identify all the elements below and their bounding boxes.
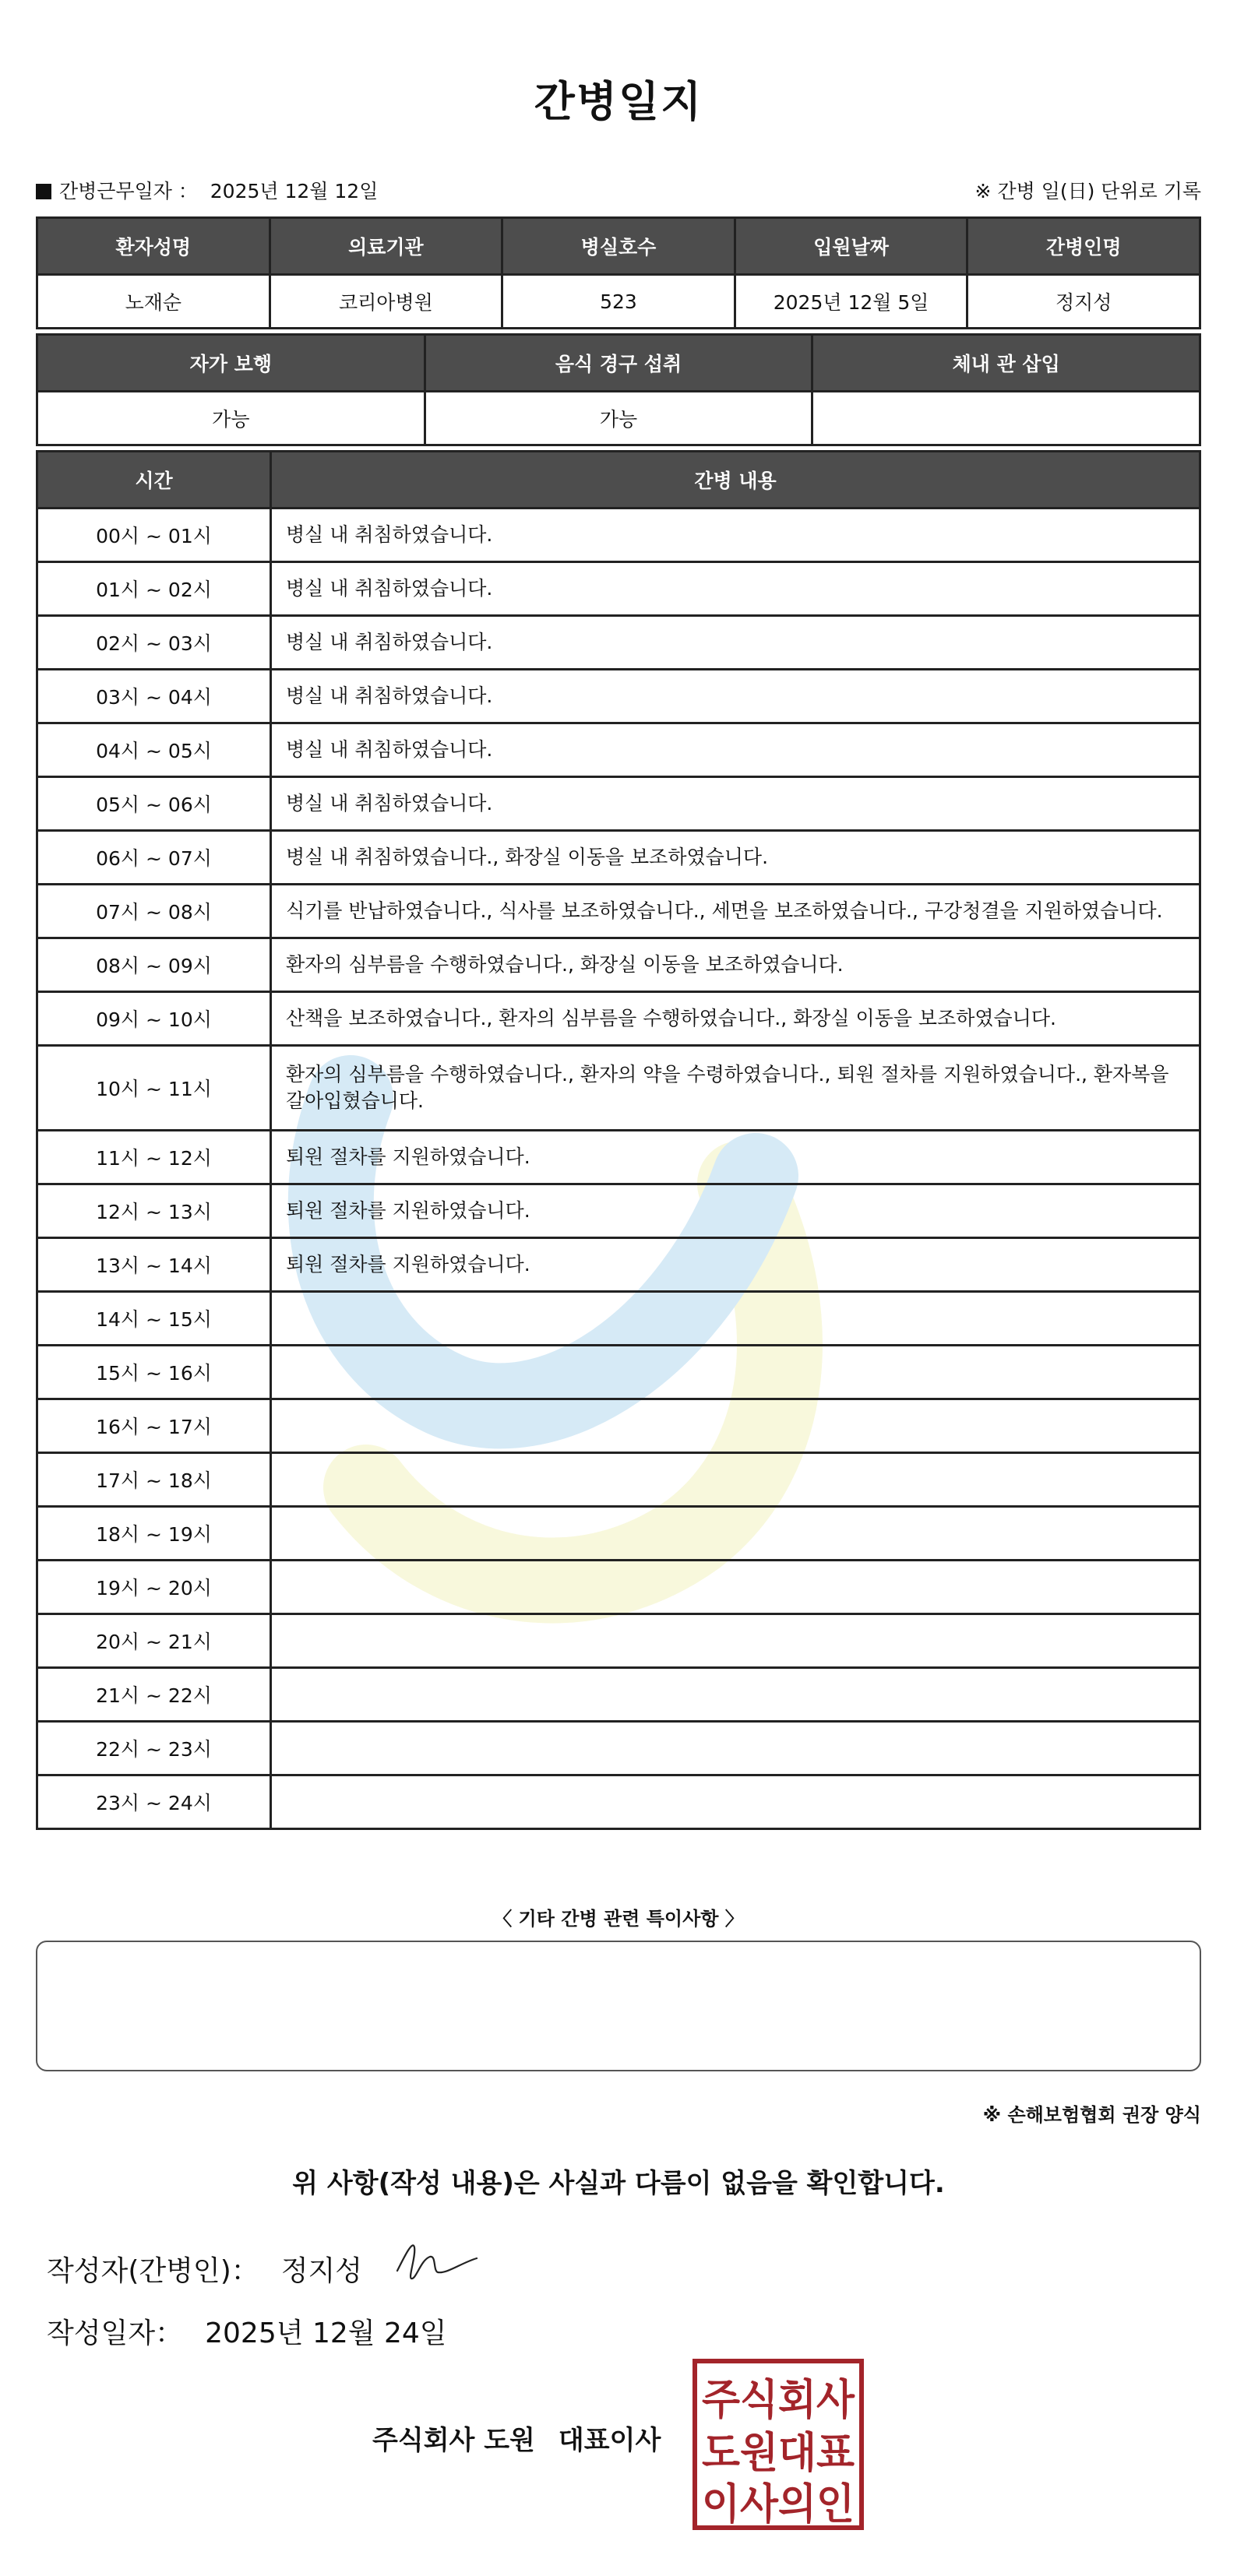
work-date-label: 간병근무일자 ： xyxy=(59,180,198,202)
walking-status: 가능 xyxy=(37,392,425,445)
document-title: 간병일지 xyxy=(534,77,703,126)
log-row xyxy=(37,831,1200,885)
patient-info-table xyxy=(36,216,1201,329)
header-oral-intake: 음식 경구 섭취 xyxy=(425,335,812,392)
log-time: 08시 ~ 09시 xyxy=(37,938,271,992)
care-log-table xyxy=(36,450,1201,1830)
log-note xyxy=(271,1507,1200,1561)
patient-status-table xyxy=(36,333,1201,446)
admit-date: 2025년 12월 5일 xyxy=(735,275,967,329)
log-note: 병실 내 취침하였습니다. xyxy=(271,562,1200,616)
log-row xyxy=(37,938,1200,992)
log-note: 퇴원 절차를 지원하였습니다. xyxy=(271,1184,1200,1238)
header-walking: 자가 보행 xyxy=(37,335,425,392)
log-time: 18시 ~ 19시 xyxy=(37,1507,271,1561)
writer-name: 정지성 xyxy=(280,2255,363,2287)
header-caregiver: 간병인명 xyxy=(967,218,1200,275)
log-time: 23시 ~ 24시 xyxy=(37,1775,271,1829)
svg-text:이사의인: 이사의인 xyxy=(702,2479,855,2528)
log-note xyxy=(271,1453,1200,1507)
log-row xyxy=(37,670,1200,723)
log-row xyxy=(37,509,1200,562)
log-note xyxy=(271,1399,1200,1453)
patient-name: 노재순 xyxy=(37,275,270,329)
log-time: 22시 ~ 23시 xyxy=(37,1722,271,1775)
log-note xyxy=(271,1561,1200,1614)
log-row xyxy=(37,1184,1200,1238)
log-note: 환자의 심부름을 수행하였습니다., 화장실 이동을 보조하였습니다. xyxy=(271,938,1200,992)
log-time: 00시 ~ 01시 xyxy=(37,509,271,562)
log-row xyxy=(37,1346,1200,1399)
log-note: 환자의 심부름을 수행하였습니다., 환자의 약을 수령하였습니다., 퇴원 절차를 지원하였습니다., 환자복을 갈아입혔습니다. xyxy=(271,1046,1200,1131)
svg-text:도원대표: 도원대표 xyxy=(702,2428,855,2477)
log-time: 17시 ~ 18시 xyxy=(37,1453,271,1507)
log-note: 병실 내 취침하였습니다. xyxy=(271,723,1200,777)
written-date-line xyxy=(47,2311,447,2351)
log-row xyxy=(37,723,1200,777)
log-row xyxy=(37,1668,1200,1722)
log-row xyxy=(37,1561,1200,1614)
confirmation-statement: 위 사항(작성 내용)은 사실과 다름이 없음을 확인합니다. xyxy=(292,2168,945,2199)
log-row xyxy=(37,1453,1200,1507)
log-row xyxy=(37,1131,1200,1184)
care-log-body xyxy=(37,509,1200,1829)
work-date xyxy=(36,176,378,204)
log-row xyxy=(37,777,1200,831)
log-note: 식기를 반납하였습니다., 식사를 보조하였습니다., 세면을 보조하였습니다., 구강청결을 지원하였습니다. xyxy=(271,885,1200,938)
log-note: 병실 내 취침하였습니다. xyxy=(271,616,1200,670)
unit-note: ※ 간병 일(日) 단위로 기록 xyxy=(974,180,1201,202)
log-row xyxy=(37,992,1200,1046)
header-tube: 체내 관 삽입 xyxy=(812,335,1200,392)
log-row xyxy=(37,1722,1200,1775)
log-note xyxy=(271,1775,1200,1829)
log-row xyxy=(37,1507,1200,1561)
log-time: 09시 ~ 10시 xyxy=(37,992,271,1046)
tube-status xyxy=(812,392,1200,445)
log-time: 01시 ~ 02시 xyxy=(37,562,271,616)
header-room: 병실호수 xyxy=(502,218,735,275)
special-notes-box xyxy=(36,1941,1201,2071)
header-time: 시간 xyxy=(37,452,271,509)
log-time: 10시 ~ 11시 xyxy=(37,1046,271,1131)
log-note: 병실 내 취침하였습니다., 화장실 이동을 보조하였습니다. xyxy=(271,831,1200,885)
log-note: 병실 내 취침하였습니다. xyxy=(271,777,1200,831)
work-date-value: 2025년 12월 12일 xyxy=(210,180,379,202)
log-time: 13시 ~ 14시 xyxy=(37,1238,271,1292)
company-name: 주식회사 도원 xyxy=(372,2425,535,2456)
log-note xyxy=(271,1292,1200,1346)
oral-intake-status: 가능 xyxy=(425,392,812,445)
log-time: 04시 ~ 05시 xyxy=(37,723,271,777)
log-time: 20시 ~ 21시 xyxy=(37,1614,271,1668)
log-row xyxy=(37,1775,1200,1829)
log-row xyxy=(37,616,1200,670)
log-note xyxy=(271,1722,1200,1775)
log-time: 19시 ~ 20시 xyxy=(37,1561,271,1614)
log-row xyxy=(37,1292,1200,1346)
association-note: ※ 손해보험협회 권장 양식 xyxy=(982,2104,1201,2126)
signature-icon xyxy=(389,2232,483,2286)
hospital-name: 코리아병원 xyxy=(270,275,502,329)
log-row xyxy=(37,562,1200,616)
header-admit-date: 입원날짜 xyxy=(735,218,967,275)
log-note: 병실 내 취침하였습니다. xyxy=(271,670,1200,723)
log-row xyxy=(37,1614,1200,1668)
log-note xyxy=(271,1614,1200,1668)
header-care-content: 간병 내용 xyxy=(271,452,1200,509)
log-row xyxy=(37,1238,1200,1292)
representative-title: 대표이사 xyxy=(558,2425,661,2456)
log-time: 03시 ~ 04시 xyxy=(37,670,271,723)
log-note: 퇴원 절차를 지원하였습니다. xyxy=(271,1238,1200,1292)
log-time: 11시 ~ 12시 xyxy=(37,1131,271,1184)
square-bullet-icon xyxy=(36,184,51,199)
log-row xyxy=(37,1399,1200,1453)
room-number: 523 xyxy=(502,275,735,329)
log-time: 05시 ~ 06시 xyxy=(37,777,271,831)
log-row xyxy=(37,885,1200,938)
log-time: 02시 ~ 03시 xyxy=(37,616,271,670)
special-notes-title: 〈 기타 간병 관련 특이사항 〉 xyxy=(493,1908,744,1930)
caregiver-name: 정지성 xyxy=(967,275,1200,329)
log-time: 06시 ~ 07시 xyxy=(37,831,271,885)
log-note: 퇴원 절차를 지원하였습니다. xyxy=(271,1131,1200,1184)
log-note xyxy=(271,1668,1200,1722)
log-time: 07시 ~ 08시 xyxy=(37,885,271,938)
header-hospital: 의료기관 xyxy=(270,218,502,275)
company-seal-icon xyxy=(692,2358,865,2531)
written-date-label: 작성일자： xyxy=(47,2317,184,2349)
log-time: 21시 ~ 22시 xyxy=(37,1668,271,1722)
writer-line xyxy=(47,2249,362,2289)
log-row xyxy=(37,1046,1200,1131)
log-note: 병실 내 취침하였습니다. xyxy=(271,509,1200,562)
log-time: 16시 ~ 17시 xyxy=(37,1399,271,1453)
log-time: 14시 ~ 15시 xyxy=(37,1292,271,1346)
log-note xyxy=(271,1346,1200,1399)
company-line xyxy=(372,2419,661,2457)
log-time: 15시 ~ 16시 xyxy=(37,1346,271,1399)
svg-text:주식회사: 주식회사 xyxy=(702,2375,855,2424)
log-note: 산책을 보조하였습니다., 환자의 심부름을 수행하였습니다., 화장실 이동을 보조하였습니다. xyxy=(271,992,1200,1046)
header-patient-name: 환자성명 xyxy=(37,218,270,275)
writer-label: 작성자(간병인)： xyxy=(47,2255,259,2287)
log-time: 12시 ~ 13시 xyxy=(37,1184,271,1238)
written-date: 2025년 12월 24일 xyxy=(205,2317,447,2349)
